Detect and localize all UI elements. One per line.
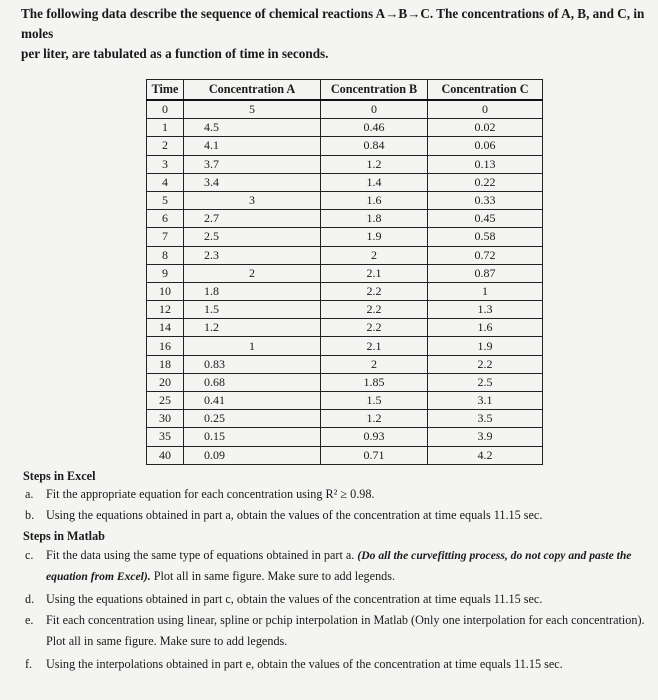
table-row <box>147 246 543 264</box>
cell-concentration-c: 0.02 <box>428 119 543 137</box>
step-marker: a. <box>25 487 34 501</box>
header-concentration-a: Concentration A <box>184 80 321 101</box>
cell-concentration-b: 1.2 <box>321 155 428 173</box>
table-row <box>147 337 543 355</box>
cell-time: 14 <box>147 319 184 337</box>
step-text: Plot all in same figure. Make sure to add legends. <box>153 569 396 583</box>
cell-concentration-c: 0.06 <box>428 137 543 155</box>
cell-concentration-b: 1.4 <box>321 173 428 191</box>
cell-time: 35 <box>147 428 184 446</box>
step-e <box>23 610 648 652</box>
concentration-table <box>146 79 543 465</box>
step-c <box>23 545 648 587</box>
step-d <box>23 590 648 608</box>
table-row <box>147 228 543 246</box>
cell-concentration-c: 1 <box>428 282 543 300</box>
cell-concentration-b: 2 <box>321 246 428 264</box>
cell-time: 8 <box>147 246 184 264</box>
cell-concentration-b: 0.93 <box>321 428 428 446</box>
cell-concentration-b: 1.85 <box>321 373 428 391</box>
cell-concentration-c: 0.45 <box>428 210 543 228</box>
cell-concentration-b: 2.2 <box>321 301 428 319</box>
cell-concentration-a: 2.7 <box>184 210 321 228</box>
cell-concentration-a: 4.1 <box>184 137 321 155</box>
cell-concentration-a: 3 <box>184 191 321 209</box>
table-row <box>147 301 543 319</box>
cell-concentration-a: 2 <box>184 264 321 282</box>
cell-concentration-c: 2.2 <box>428 355 543 373</box>
cell-time: 0 <box>147 100 184 119</box>
cell-concentration-b: 2.2 <box>321 282 428 300</box>
cell-concentration-b: 1.6 <box>321 191 428 209</box>
step-text: Using the equations obtained in part c, obtain the values of the concentration at time equals 11.15 sec. <box>46 592 543 606</box>
cell-concentration-c: 0 <box>428 100 543 119</box>
cell-time: 30 <box>147 410 184 428</box>
cell-time: 12 <box>147 301 184 319</box>
cell-concentration-b: 0.84 <box>321 137 428 155</box>
table-row <box>147 264 543 282</box>
cell-concentration-b: 2.1 <box>321 264 428 282</box>
table-row <box>147 319 543 337</box>
cell-concentration-c: 1.6 <box>428 319 543 337</box>
table-row <box>147 392 543 410</box>
cell-concentration-b: 1.2 <box>321 410 428 428</box>
cell-time: 40 <box>147 446 184 464</box>
steps-matlab-heading: Steps in Matlab <box>23 529 105 543</box>
cell-time: 9 <box>147 264 184 282</box>
steps-section <box>23 467 648 673</box>
step-a <box>23 485 648 503</box>
cell-concentration-b: 0.46 <box>321 119 428 137</box>
step-f <box>23 655 648 673</box>
step-marker: b. <box>25 508 35 522</box>
cell-concentration-a: 5 <box>184 100 321 119</box>
header-concentration-c: Concentration C <box>428 80 543 101</box>
cell-concentration-c: 4.2 <box>428 446 543 464</box>
cell-time: 2 <box>147 137 184 155</box>
cell-concentration-b: 2.1 <box>321 337 428 355</box>
cell-time: 6 <box>147 210 184 228</box>
table-row <box>147 210 543 228</box>
table-row <box>147 137 543 155</box>
table-header-row <box>147 80 543 101</box>
cell-concentration-a: 0.25 <box>184 410 321 428</box>
cell-concentration-c: 3.9 <box>428 428 543 446</box>
cell-concentration-a: 3.4 <box>184 173 321 191</box>
cell-time: 4 <box>147 173 184 191</box>
cell-concentration-a: 2.5 <box>184 228 321 246</box>
table-body <box>147 100 543 464</box>
table-row <box>147 100 543 119</box>
cell-concentration-b: 2.2 <box>321 319 428 337</box>
table-row <box>147 428 543 446</box>
table-row <box>147 410 543 428</box>
cell-concentration-a: 1.5 <box>184 301 321 319</box>
table-row <box>147 446 543 464</box>
cell-time: 10 <box>147 282 184 300</box>
cell-concentration-a: 0.41 <box>184 392 321 410</box>
cell-time: 20 <box>147 373 184 391</box>
step-text: Fit each concentration using linear, spline or pchip interpolation in Matlab (Only one interpolation for each concentration). Plot all in same figure. Make sure to add legends. <box>46 613 645 648</box>
table-row <box>147 119 543 137</box>
table-row <box>147 155 543 173</box>
table-row <box>147 355 543 373</box>
step-marker: e. <box>25 613 34 627</box>
cell-concentration-c: 1.3 <box>428 301 543 319</box>
cell-concentration-a: 3.7 <box>184 155 321 173</box>
cell-concentration-b: 1.9 <box>321 228 428 246</box>
cell-concentration-b: 2 <box>321 355 428 373</box>
step-text: Fit the data using the same type of equations obtained in part a. <box>46 548 355 562</box>
step-b <box>23 506 648 524</box>
cell-concentration-c: 0.58 <box>428 228 543 246</box>
cell-time: 3 <box>147 155 184 173</box>
cell-time: 7 <box>147 228 184 246</box>
cell-concentration-b: 0 <box>321 100 428 119</box>
cell-concentration-a: 0.68 <box>184 373 321 391</box>
cell-concentration-c: 0.13 <box>428 155 543 173</box>
cell-concentration-b: 1.8 <box>321 210 428 228</box>
cell-concentration-a: 1.8 <box>184 282 321 300</box>
header-concentration-b: Concentration B <box>321 80 428 101</box>
cell-concentration-c: 2.5 <box>428 373 543 391</box>
cell-concentration-b: 0.71 <box>321 446 428 464</box>
cell-concentration-a: 0.83 <box>184 355 321 373</box>
step-marker: d. <box>25 592 35 606</box>
cell-time: 1 <box>147 119 184 137</box>
problem-statement <box>21 4 651 64</box>
cell-concentration-c: 3.1 <box>428 392 543 410</box>
intro-line-2: per liter, are tabulated as a function of time in seconds. <box>21 46 329 61</box>
cell-concentration-a: 1 <box>184 337 321 355</box>
cell-concentration-c: 0.33 <box>428 191 543 209</box>
table-row <box>147 282 543 300</box>
cell-time: 5 <box>147 191 184 209</box>
step-c-emphasis: (Do all the curvefitting process, do not copy and paste the equation from Excel). <box>46 549 632 583</box>
steps-excel-heading: Steps in Excel <box>23 469 96 483</box>
step-marker: f. <box>25 657 33 671</box>
cell-concentration-c: 3.5 <box>428 410 543 428</box>
step-marker: c. <box>25 548 34 562</box>
table-row <box>147 191 543 209</box>
cell-concentration-a: 0.09 <box>184 446 321 464</box>
cell-concentration-a: 4.5 <box>184 119 321 137</box>
table-row <box>147 173 543 191</box>
cell-concentration-a: 0.15 <box>184 428 321 446</box>
cell-concentration-b: 1.5 <box>321 392 428 410</box>
step-text: Using the equations obtained in part a, obtain the values of the concentration at time equals 11.15 sec. <box>46 508 543 522</box>
step-text: Fit the appropriate equation for each concentration using R² ≥ 0.98. <box>46 487 375 501</box>
cell-concentration-a: 2.3 <box>184 246 321 264</box>
cell-concentration-c: 0.22 <box>428 173 543 191</box>
cell-concentration-c: 1.9 <box>428 337 543 355</box>
cell-concentration-c: 0.72 <box>428 246 543 264</box>
cell-time: 16 <box>147 337 184 355</box>
cell-time: 25 <box>147 392 184 410</box>
cell-time: 18 <box>147 355 184 373</box>
cell-concentration-c: 0.87 <box>428 264 543 282</box>
header-time: Time <box>147 80 184 101</box>
cell-concentration-a: 1.2 <box>184 319 321 337</box>
intro-line-1: The following data describe the sequence of chemical reactions A→B→C. The concentrations of A, B, and C, in moles <box>21 6 645 41</box>
table-row <box>147 373 543 391</box>
step-text: Using the interpolations obtained in part e, obtain the values of the concentration at time equals 11.15 sec. <box>46 657 563 671</box>
